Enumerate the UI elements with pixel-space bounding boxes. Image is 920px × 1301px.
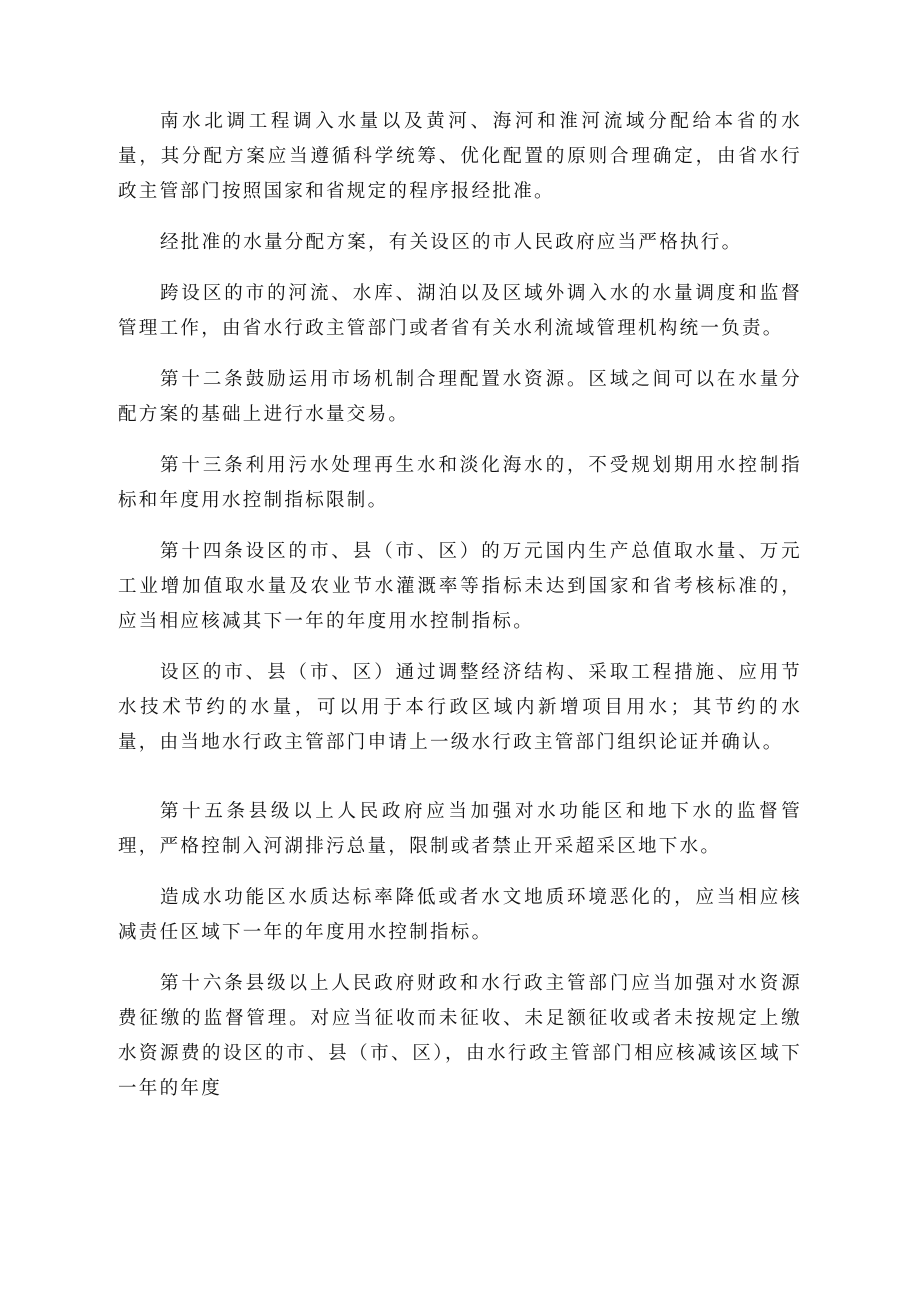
paragraph-water-allocation: 南水北调工程调入水量以及黄河、海河和淮河流域分配给本省的水量，其分配方案应当遵循科学统筹、优化配置的原则合理确定，由省水行政主管部门按照国家和省规定的程序报经批准。 xyxy=(118,111,802,202)
paragraph-article-12: 第十二条鼓励运用市场机制合理配置水资源。区域之间可以在水量分配方案的基础上进行水量交易。 xyxy=(118,369,802,425)
paragraph-water-quality: 造成水功能区水质达标率降低或者水文地质环境恶化的，应当相应核减责任区域下一年的年度用水控制指标。 xyxy=(118,887,802,943)
paragraph-article-15: 第十五条县级以上人民政府应当加强对水功能区和地下水的监督管理，严格控制入河湖排污总量，限制或者禁止开采超采区地下水。 xyxy=(118,801,802,857)
paragraph-article-13: 第十三条利用污水处理再生水和淡化海水的，不受规划期用水控制指标和年度用水控制指标限制。 xyxy=(118,455,802,511)
paragraph-approved-plan: 经批准的水量分配方案，有关设区的市人民政府应当严格执行。 xyxy=(160,232,743,253)
paragraph-article-16: 第十六条县级以上人民政府财政和水行政主管部门应当加强对水资源费征缴的监督管理。对应当征收而未征收、未足额征收或者未按规定上缴水资源费的设区的市、县（市、区），由水行政主管部门相应核减该区域下一年的年度 xyxy=(118,973,802,1099)
document-body xyxy=(118,104,802,1122)
paragraph-cross-region: 跨设区的市的河流、水库、湖泊以及区域外调入水的水量调度和监督管理工作，由省水行政主管部门或者省有关水利流域管理机构统一负责。 xyxy=(118,283,802,339)
paragraph-water-saving: 设区的市、县（市、区）通过调整经济结构、采取工程措施、应用节水技术节约的水量，可以用于本行政区域内新增项目用水；其节约的水量，由当地水行政主管部门申请上一级水行政主管部门组织论证并确认。 xyxy=(118,662,802,753)
paragraph-article-14: 第十四条设区的市、县（市、区）的万元国内生产总值取水量、万元工业增加值取水量及农业节水灌溉率等指标未达到国家和省考核标准的，应当相应核减其下一年的年度用水控制指标。 xyxy=(118,541,802,632)
